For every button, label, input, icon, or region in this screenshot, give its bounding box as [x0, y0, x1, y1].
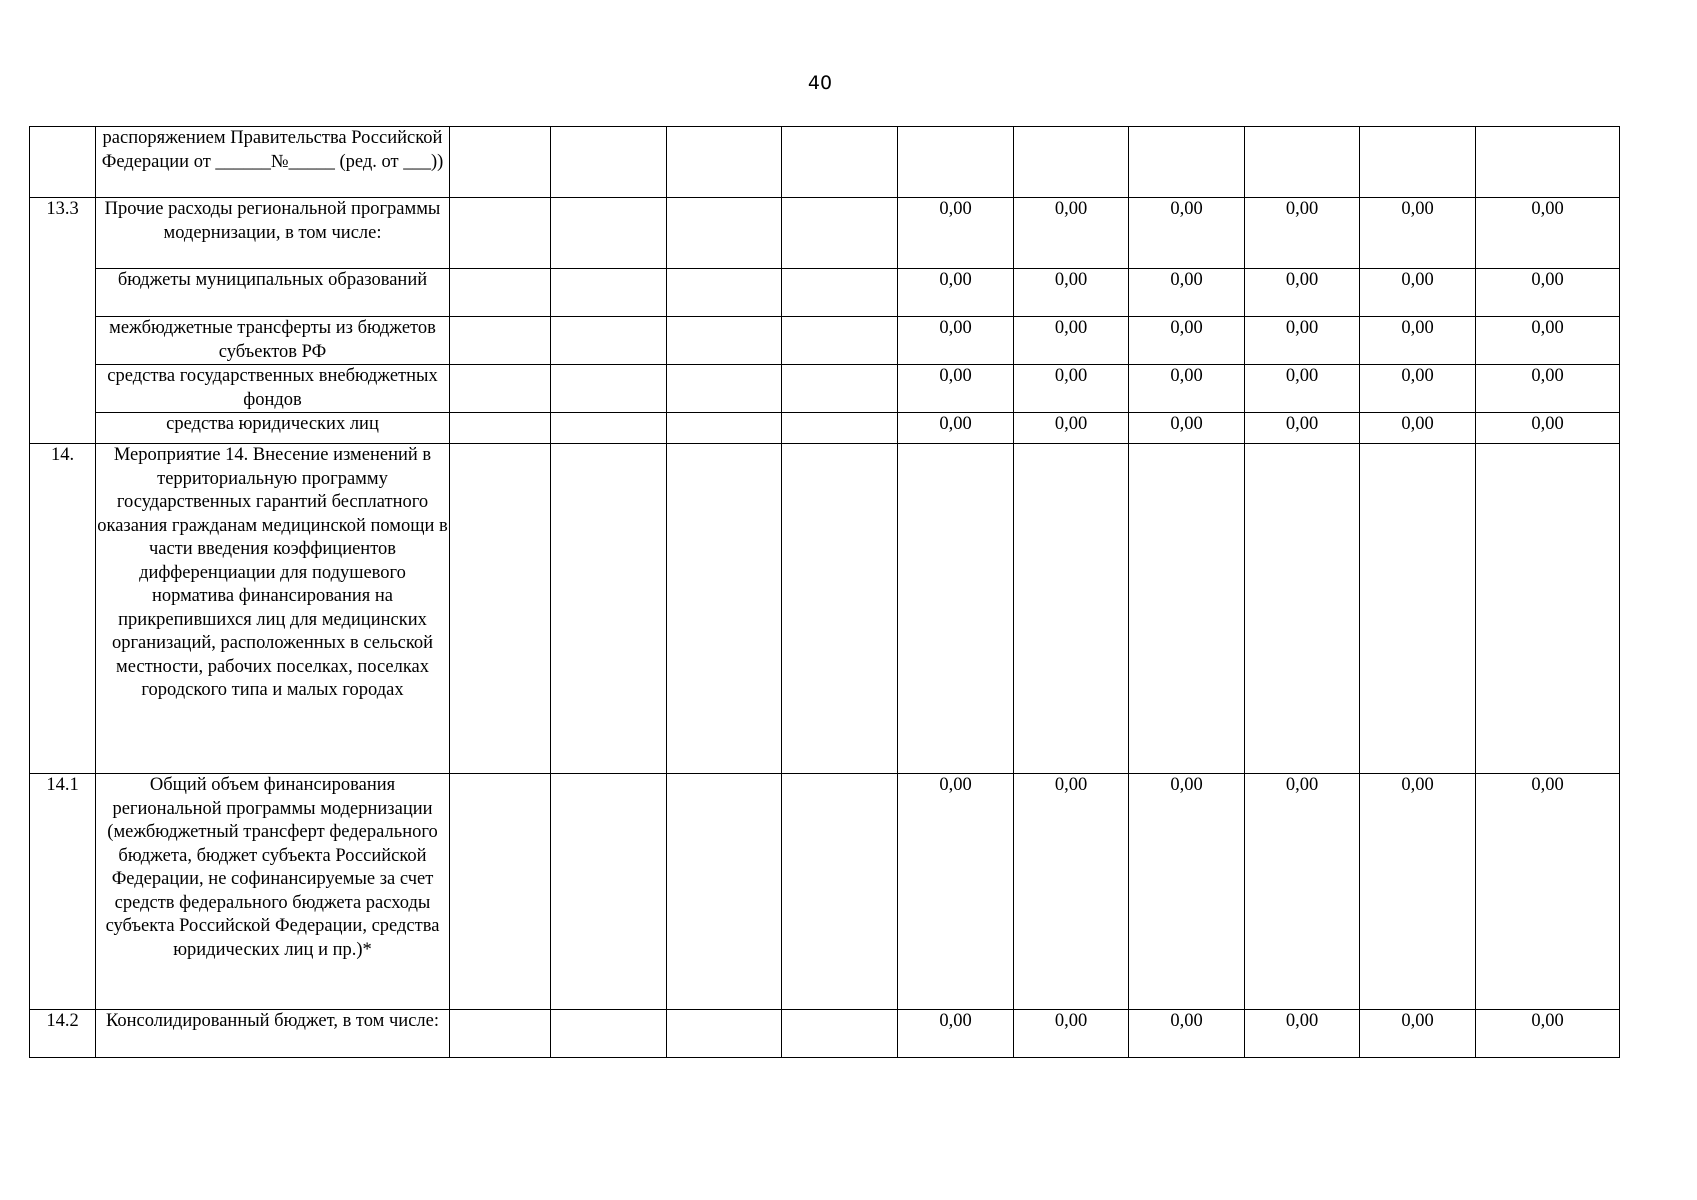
row-number: 14.1: [30, 774, 96, 1010]
row-number: 13.3: [30, 198, 96, 444]
table-row: [30, 444, 1620, 774]
empty-cell: [667, 774, 782, 1010]
empty-cell: [450, 774, 551, 1010]
empty-cell: [782, 365, 898, 413]
table-row: [30, 317, 1620, 365]
value-cell: 0,00: [1014, 365, 1129, 413]
value-cell: [1245, 127, 1360, 198]
value-cell: 0,00: [898, 774, 1014, 1010]
empty-cell: [667, 269, 782, 317]
value-cell: 0,00: [1360, 413, 1476, 444]
value-cell: 0,00: [898, 365, 1014, 413]
empty-cell: [667, 198, 782, 269]
row-description: Прочие расходы региональной программы модернизации, в том числе:: [96, 198, 450, 269]
table-row: [30, 198, 1620, 269]
value-cell: 0,00: [1129, 413, 1245, 444]
value-cell: 0,00: [1476, 1010, 1620, 1058]
table-row: [30, 269, 1620, 317]
empty-cell: [667, 317, 782, 365]
value-cell: 0,00: [1129, 198, 1245, 269]
value-cell: 0,00: [1014, 774, 1129, 1010]
table-row: [30, 1010, 1620, 1058]
value-cell: 0,00: [898, 413, 1014, 444]
row-number: 14.: [30, 444, 96, 774]
row-description: средства государственных внебюджетных фондов: [96, 365, 450, 413]
empty-cell: [667, 127, 782, 198]
value-cell: 0,00: [1129, 774, 1245, 1010]
empty-cell: [551, 317, 667, 365]
value-cell: 0,00: [1245, 413, 1360, 444]
empty-cell: [782, 774, 898, 1010]
value-cell: 0,00: [1129, 365, 1245, 413]
value-cell: 0,00: [898, 198, 1014, 269]
table-row: [30, 127, 1620, 198]
empty-cell: [667, 1010, 782, 1058]
value-cell: 0,00: [1476, 365, 1620, 413]
table-row: [30, 413, 1620, 444]
empty-cell: [450, 317, 551, 365]
value-cell: 0,00: [898, 269, 1014, 317]
value-cell: [898, 444, 1014, 774]
row-description: распоряжением Правительства Российской Федерации от ______№_____ (ред. от ___)): [96, 127, 450, 198]
value-cell: 0,00: [1245, 269, 1360, 317]
value-cell: 0,00: [1476, 269, 1620, 317]
value-cell: 0,00: [1129, 1010, 1245, 1058]
empty-cell: [667, 365, 782, 413]
value-cell: 0,00: [1360, 198, 1476, 269]
empty-cell: [782, 1010, 898, 1058]
empty-cell: [782, 444, 898, 774]
value-cell: 0,00: [1476, 317, 1620, 365]
value-cell: [1476, 127, 1620, 198]
value-cell: 0,00: [1360, 365, 1476, 413]
empty-cell: [782, 127, 898, 198]
value-cell: [1360, 444, 1476, 774]
value-cell: 0,00: [1360, 1010, 1476, 1058]
empty-cell: [551, 413, 667, 444]
value-cell: [1245, 444, 1360, 774]
value-cell: 0,00: [1360, 317, 1476, 365]
value-cell: [1129, 127, 1245, 198]
row-number: [30, 127, 96, 198]
value-cell: [1014, 444, 1129, 774]
empty-cell: [667, 413, 782, 444]
empty-cell: [450, 365, 551, 413]
empty-cell: [450, 444, 551, 774]
empty-cell: [782, 317, 898, 365]
value-cell: 0,00: [1129, 317, 1245, 365]
table-row: [30, 365, 1620, 413]
value-cell: 0,00: [1476, 198, 1620, 269]
value-cell: 0,00: [1360, 269, 1476, 317]
empty-cell: [450, 413, 551, 444]
value-cell: 0,00: [898, 1010, 1014, 1058]
value-cell: 0,00: [1245, 1010, 1360, 1058]
page-number: 40: [807, 72, 833, 94]
row-description: Мероприятие 14. Внесение изменений в территориальную программу государственных гарантий бесплатного оказания гражданам медицинской помощи в части введения коэффициентов дифференциации для подушевого норматива финансирования на прикрепившихся лиц для медицинских организаций, расположенных в сельской местности, рабочих поселках, поселках городского типа и малых городах: [96, 444, 450, 774]
empty-cell: [450, 1010, 551, 1058]
empty-cell: [551, 774, 667, 1010]
empty-cell: [551, 127, 667, 198]
value-cell: 0,00: [1014, 1010, 1129, 1058]
empty-cell: [667, 444, 782, 774]
empty-cell: [782, 198, 898, 269]
empty-cell: [782, 269, 898, 317]
empty-cell: [551, 198, 667, 269]
value-cell: 0,00: [1476, 413, 1620, 444]
value-cell: 0,00: [1014, 317, 1129, 365]
empty-cell: [450, 127, 551, 198]
value-cell: [1014, 127, 1129, 198]
row-description: средства юридических лиц: [96, 413, 450, 444]
value-cell: 0,00: [1245, 365, 1360, 413]
empty-cell: [551, 269, 667, 317]
row-number: 14.2: [30, 1010, 96, 1058]
value-cell: [1360, 127, 1476, 198]
row-description: Общий объем финансирования региональной программы модернизации (межбюджетный трансферт федерального бюджета, бюджет субъекта Российской Федерации, не софинансируемые за счет средств федерального бюджета расходы субъекта Российской Федерации, средства юридических лиц и пр.)*: [96, 774, 450, 1010]
table-row: [30, 774, 1620, 1010]
value-cell: 0,00: [898, 317, 1014, 365]
empty-cell: [782, 413, 898, 444]
value-cell: 0,00: [1014, 413, 1129, 444]
empty-cell: [450, 198, 551, 269]
value-cell: [1476, 444, 1620, 774]
empty-cell: [450, 269, 551, 317]
value-cell: 0,00: [1014, 269, 1129, 317]
row-description: Консолидированный бюджет, в том числе:: [96, 1010, 450, 1058]
value-cell: 0,00: [1245, 198, 1360, 269]
empty-cell: [551, 444, 667, 774]
row-description: бюджеты муниципальных образований: [96, 269, 450, 317]
row-description: межбюджетные трансферты из бюджетов субъектов РФ: [96, 317, 450, 365]
value-cell: 0,00: [1476, 774, 1620, 1010]
value-cell: 0,00: [1014, 198, 1129, 269]
empty-cell: [551, 1010, 667, 1058]
financing-table: [29, 126, 1620, 1058]
value-cell: 0,00: [1360, 774, 1476, 1010]
value-cell: 0,00: [1129, 269, 1245, 317]
value-cell: 0,00: [1245, 317, 1360, 365]
value-cell: [898, 127, 1014, 198]
value-cell: 0,00: [1245, 774, 1360, 1010]
value-cell: [1129, 444, 1245, 774]
empty-cell: [551, 365, 667, 413]
